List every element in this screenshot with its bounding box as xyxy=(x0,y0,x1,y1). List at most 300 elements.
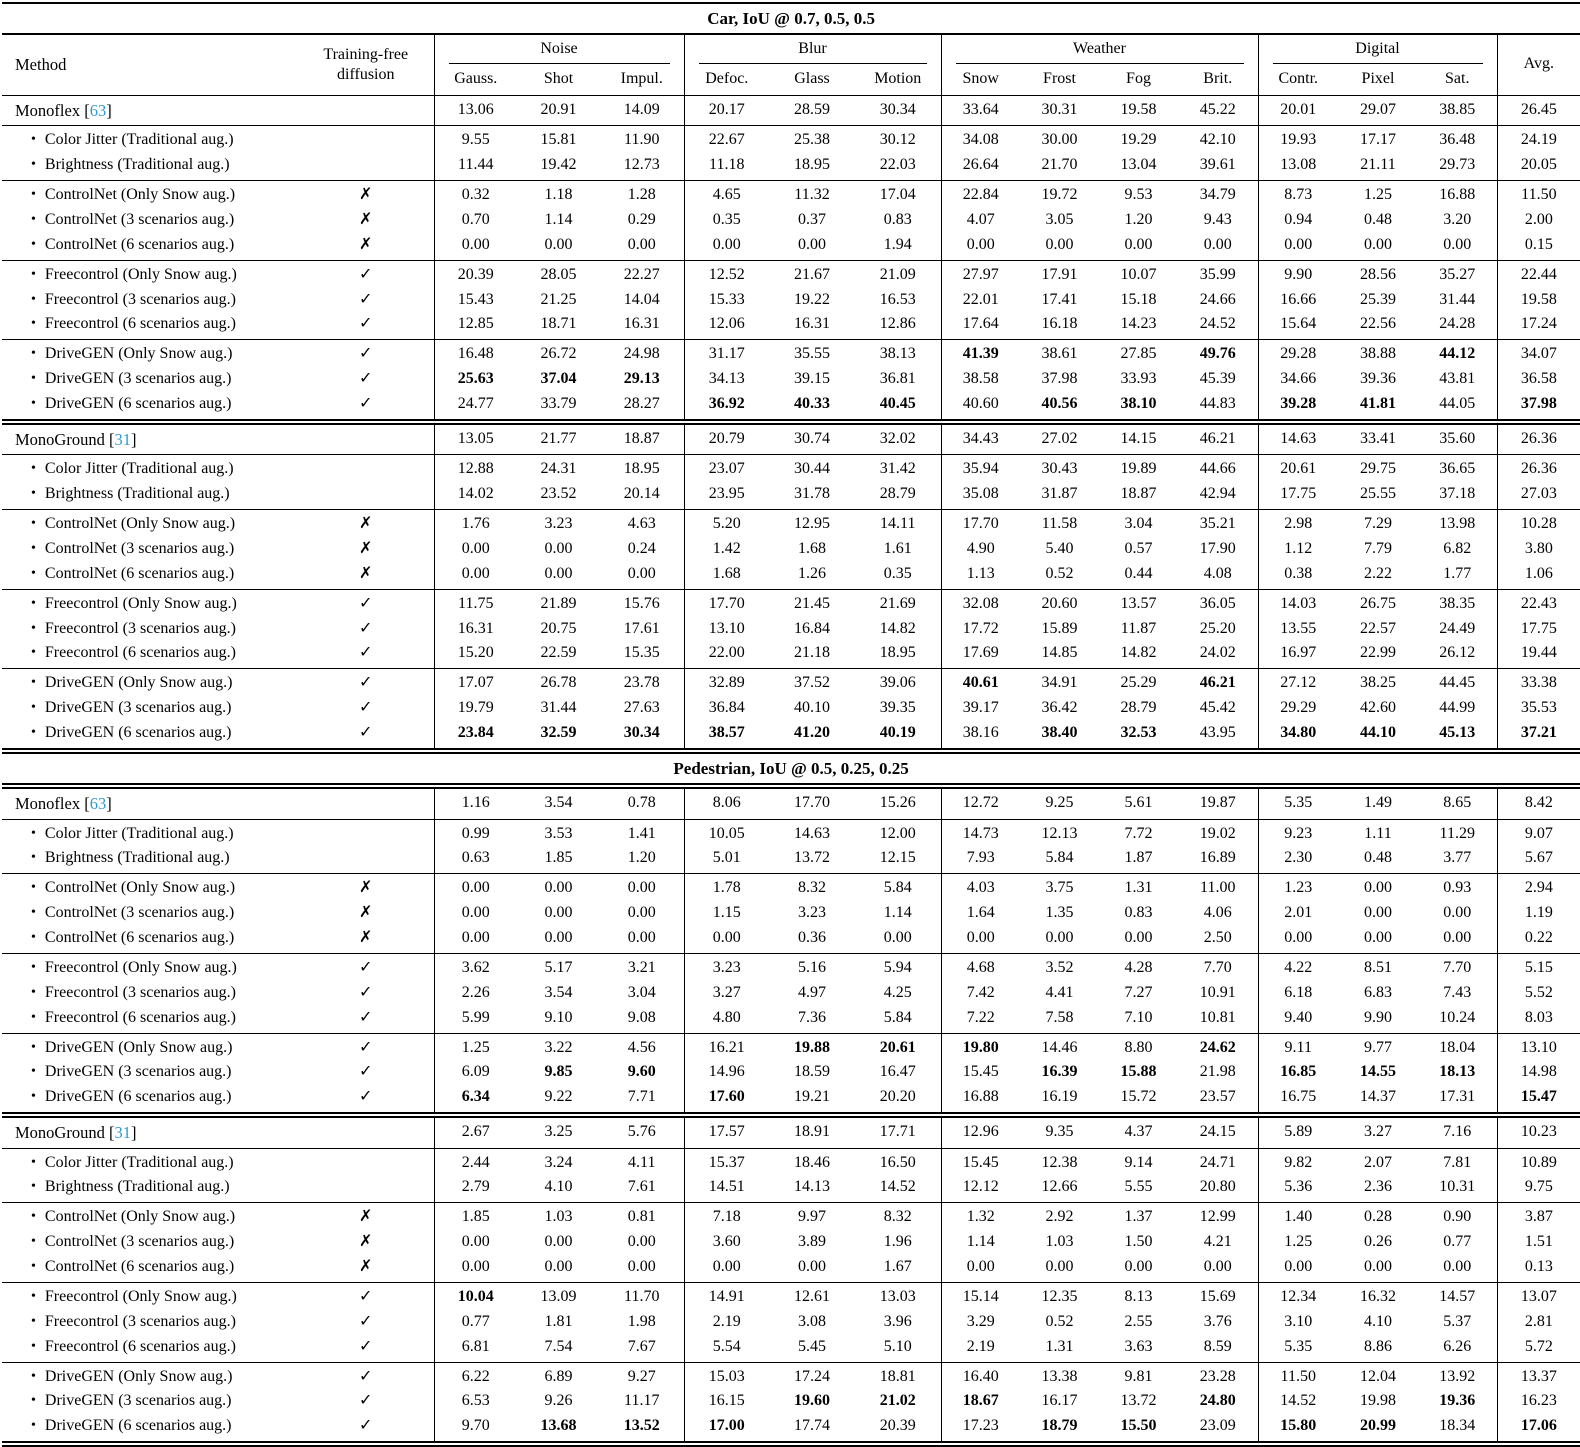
value-cell: 0.90 xyxy=(1443,1208,1472,1226)
table-row xyxy=(2,562,1580,589)
value-cell: 14.82 xyxy=(879,619,916,637)
section-title: Pedestrian, IoU @ 0.5, 0.25, 0.25 xyxy=(673,758,909,778)
value-cell: 1.19 xyxy=(1497,901,1580,926)
value-cell: 1.77 xyxy=(1443,564,1472,582)
value-cell: 1.67 xyxy=(883,1258,912,1276)
value-cell: 28.59 xyxy=(794,101,830,119)
value-cell: 17.70 xyxy=(794,794,830,812)
value-cell: 15.88 xyxy=(1120,1063,1157,1081)
bullet-icon: • xyxy=(31,371,36,387)
value-cell: 17.72 xyxy=(941,617,1020,642)
value-cell: 21.69 xyxy=(879,594,916,612)
method-text: MonoGround xyxy=(15,1123,105,1143)
value-cell: 15.80 xyxy=(1258,1414,1338,1444)
value-cell: 1.23 xyxy=(1258,874,1338,901)
value-cell: 37.98 xyxy=(1497,392,1580,422)
value-cell: 38.13 xyxy=(879,345,916,363)
bullet-icon: • xyxy=(31,880,36,896)
cross-icon: ✗ xyxy=(359,904,373,922)
value-cell: 17.07 xyxy=(434,669,517,696)
value-cell: 1.51 xyxy=(1497,1230,1580,1255)
value-cell: 11.58 xyxy=(1041,515,1078,533)
citation-ref[interactable]: 31 xyxy=(114,1123,131,1143)
value-cell: 32.53 xyxy=(1120,724,1157,742)
value-cell: 12.00 xyxy=(879,824,916,842)
bullet-icon: • xyxy=(31,595,36,611)
value-cell: 16.75 xyxy=(1258,1085,1338,1115)
value-cell: 1.25 xyxy=(1258,1230,1338,1255)
value-cell: 10.24 xyxy=(1439,1008,1476,1026)
table-row xyxy=(2,1389,1580,1414)
value-cell: 12.95 xyxy=(794,515,830,533)
bullet-icon: • xyxy=(31,291,36,307)
value-cell: 12.12 xyxy=(941,1175,1020,1202)
method-text: Brightness (Traditional aug.) xyxy=(44,849,230,867)
value-cell: 5.45 xyxy=(798,1337,826,1355)
method-text: DriveGEN (6 scenarios aug.) xyxy=(44,1088,232,1106)
column-header-pixel: Pixel xyxy=(1361,69,1395,87)
value-cell: 0.00 xyxy=(1045,929,1074,946)
value-cell: 26.64 xyxy=(941,153,1020,180)
value-cell: 25.20 xyxy=(1199,619,1236,637)
method-label xyxy=(2,926,298,953)
column-header-contr: Contr. xyxy=(1258,66,1338,95)
value-cell: 18.87 xyxy=(623,430,660,448)
table-row xyxy=(2,926,1580,953)
method-group-block xyxy=(2,340,1580,422)
citation-ref[interactable]: 31 xyxy=(114,429,131,449)
value-cell: 21.02 xyxy=(879,1392,916,1410)
value-cell: 1.96 xyxy=(883,1233,912,1251)
value-cell: 1.14 xyxy=(883,904,912,922)
value-cell: 38.10 xyxy=(1120,395,1157,413)
value-cell: 1.68 xyxy=(684,562,769,589)
method-text: ControlNet (6 scenarios aug.) xyxy=(44,235,235,253)
value-cell: 36.92 xyxy=(684,392,769,422)
value-cell: 31.87 xyxy=(1041,485,1078,503)
value-cell: 17.75 xyxy=(1258,482,1338,509)
method-label xyxy=(2,1310,298,1335)
value-cell: 9.10 xyxy=(544,1008,573,1026)
table-row xyxy=(2,422,1580,455)
value-cell: 8.32 xyxy=(798,879,826,897)
value-cell: 0.00 xyxy=(1364,235,1392,253)
value-cell: 1.16 xyxy=(434,786,517,819)
value-cell: 1.18 xyxy=(544,186,573,204)
value-cell: 16.84 xyxy=(794,619,830,637)
value-cell: 26.12 xyxy=(1439,644,1476,662)
value-cell: 4.06 xyxy=(1203,904,1232,922)
value-cell: 5.72 xyxy=(1497,1335,1580,1362)
value-cell: 1.40 xyxy=(1258,1203,1338,1230)
cross-icon: ✗ xyxy=(359,539,373,557)
value-cell: 30.43 xyxy=(1041,460,1078,478)
value-cell: 18.59 xyxy=(794,1063,830,1081)
value-cell: 3.53 xyxy=(544,824,573,842)
value-cell: 8.06 xyxy=(684,786,769,819)
value-cell: 3.23 xyxy=(684,953,769,980)
value-cell: 38.40 xyxy=(1041,724,1078,742)
value-cell: 1.37 xyxy=(1124,1208,1153,1226)
value-cell: 4.22 xyxy=(1258,953,1338,980)
value-cell: 16.31 xyxy=(623,315,660,333)
table-row xyxy=(2,1033,1580,1060)
value-cell: 39.28 xyxy=(1258,392,1338,422)
citation-ref[interactable]: 63 xyxy=(89,794,107,814)
bullet-icon: • xyxy=(31,620,36,636)
bullet-icon: • xyxy=(31,1209,36,1225)
value-cell: 9.97 xyxy=(798,1208,826,1226)
bullet-icon: • xyxy=(31,316,36,332)
value-cell: 17.74 xyxy=(794,1417,830,1435)
table-row xyxy=(2,1362,1580,1389)
method-text: MonoGround xyxy=(15,429,105,449)
table-row xyxy=(2,1060,1580,1085)
method-text: Freecontrol (6 scenarios aug.) xyxy=(44,315,236,333)
value-cell: 33.79 xyxy=(540,395,577,413)
section-title-row xyxy=(2,3,1580,34)
value-cell: 12.88 xyxy=(434,455,517,482)
value-cell: 3.10 xyxy=(1258,1310,1338,1335)
value-cell: 0.00 xyxy=(1443,929,1472,946)
value-cell: 7.18 xyxy=(684,1203,769,1230)
value-cell: 7.58 xyxy=(1045,1008,1074,1026)
method-group-block xyxy=(2,1362,1580,1444)
value-cell: 11.00 xyxy=(1200,879,1236,897)
value-cell: 1.76 xyxy=(434,510,517,537)
value-cell: 42.60 xyxy=(1360,699,1396,717)
training-free-cell xyxy=(298,95,434,125)
bullet-icon: • xyxy=(31,1234,36,1250)
value-cell: 20.61 xyxy=(879,1038,916,1056)
bullet-icon: • xyxy=(31,984,36,1000)
value-cell: 5.35 xyxy=(1258,1335,1338,1362)
value-cell: 15.76 xyxy=(623,594,660,612)
value-cell: 9.25 xyxy=(1045,794,1074,812)
training-free-cell xyxy=(298,482,434,509)
value-cell: 3.21 xyxy=(627,958,656,976)
value-cell: 1.31 xyxy=(1045,1337,1074,1355)
value-cell: 1.03 xyxy=(544,1208,573,1226)
value-cell: 0.00 xyxy=(434,874,517,901)
value-cell: 2.79 xyxy=(434,1175,517,1202)
value-cell: 16.66 xyxy=(1258,288,1338,313)
value-cell: 0.00 xyxy=(1443,1258,1472,1276)
value-cell: 4.97 xyxy=(798,983,826,1001)
value-cell: 0.00 xyxy=(627,564,656,582)
value-cell: 29.75 xyxy=(1360,460,1396,478)
value-cell: 35.21 xyxy=(1199,515,1236,533)
cross-icon: ✗ xyxy=(359,186,373,204)
value-cell: 0.00 xyxy=(434,233,517,260)
value-cell: 16.50 xyxy=(879,1153,916,1171)
value-cell: 37.21 xyxy=(1497,721,1580,751)
value-cell: 24.49 xyxy=(1439,619,1476,637)
value-cell: 4.28 xyxy=(1124,958,1153,976)
method-text: Freecontrol (3 scenarios aug.) xyxy=(44,1312,236,1330)
value-cell: 4.63 xyxy=(627,515,656,533)
value-cell: 14.51 xyxy=(684,1175,769,1202)
method-label xyxy=(2,562,298,589)
method-label xyxy=(2,288,298,313)
value-cell: 24.02 xyxy=(1199,644,1236,662)
value-cell: 2.19 xyxy=(941,1335,1020,1362)
value-cell: 9.53 xyxy=(1124,186,1153,204)
value-cell: 3.77 xyxy=(1443,849,1472,867)
value-cell: 37.18 xyxy=(1439,485,1476,503)
value-cell: 5.37 xyxy=(1443,1312,1472,1330)
value-cell: 14.98 xyxy=(1497,1060,1580,1085)
value-cell: 27.63 xyxy=(623,699,660,717)
check-icon: ✓ xyxy=(359,370,373,388)
value-cell: 0.28 xyxy=(1364,1208,1392,1226)
value-cell: 29.73 xyxy=(1439,156,1476,174)
value-cell: 12.73 xyxy=(623,156,660,174)
value-cell: 3.22 xyxy=(544,1038,573,1056)
bullet-icon: • xyxy=(31,157,36,173)
bullet-icon: • xyxy=(31,930,36,945)
value-cell: 23.28 xyxy=(1199,1367,1236,1385)
value-cell: 10.07 xyxy=(1120,265,1157,283)
value-cell: 1.81 xyxy=(544,1312,573,1330)
value-cell: 30.44 xyxy=(794,460,830,478)
table-row xyxy=(2,1255,1580,1282)
value-cell: 25.63 xyxy=(434,367,517,392)
value-cell: 16.85 xyxy=(1258,1060,1338,1085)
value-cell: 1.32 xyxy=(941,1203,1020,1230)
value-cell: 19.89 xyxy=(1120,460,1157,478)
table-row xyxy=(2,208,1580,233)
value-cell: 1.20 xyxy=(1124,210,1153,228)
method-text: Brightness (Traditional aug.) xyxy=(44,1178,230,1196)
table-row xyxy=(2,260,1580,287)
value-cell: 20.91 xyxy=(540,101,577,119)
value-cell: 1.78 xyxy=(684,874,769,901)
value-cell: 19.58 xyxy=(1120,101,1157,119)
method-label xyxy=(2,367,298,392)
value-cell: 21.18 xyxy=(794,644,830,662)
bullet-icon: • xyxy=(31,211,36,227)
value-cell: 20.99 xyxy=(1360,1417,1396,1435)
value-cell: 29.13 xyxy=(623,370,660,388)
method-label xyxy=(2,181,298,208)
value-cell: 0.70 xyxy=(434,208,517,233)
value-cell: 7.42 xyxy=(941,981,1020,1006)
table-row xyxy=(2,510,1580,537)
check-icon: ✓ xyxy=(359,1088,373,1106)
check-icon: ✓ xyxy=(359,395,373,413)
table-row xyxy=(2,953,1580,980)
value-cell: 1.35 xyxy=(1045,904,1074,922)
table-row xyxy=(2,786,1580,819)
cross-icon: ✗ xyxy=(359,564,373,582)
value-cell: 5.89 xyxy=(1258,1115,1338,1148)
table-row xyxy=(2,1310,1580,1335)
value-cell: 26.75 xyxy=(1360,594,1396,612)
bullet-icon: • xyxy=(31,1064,36,1080)
value-cell: 28.56 xyxy=(1360,265,1396,283)
value-cell: 5.99 xyxy=(434,1006,517,1033)
value-cell: 14.23 xyxy=(1120,315,1157,333)
column-group-weather: Weather xyxy=(941,34,1258,66)
value-cell: 31.17 xyxy=(684,340,769,367)
value-cell: 40.45 xyxy=(879,395,916,413)
table-row xyxy=(2,617,1580,642)
value-cell: 35.94 xyxy=(941,455,1020,482)
method-label xyxy=(2,1175,298,1202)
value-cell: 37.98 xyxy=(1041,370,1078,388)
value-cell: 17.75 xyxy=(1497,617,1580,642)
method-group-block xyxy=(2,1033,1580,1115)
value-cell: 7.22 xyxy=(941,1006,1020,1033)
value-cell: 9.90 xyxy=(1364,1008,1392,1026)
value-cell: 13.37 xyxy=(1497,1362,1580,1389)
method-text: ControlNet (Only Snow aug.) xyxy=(44,515,236,533)
value-cell: 0.00 xyxy=(1258,233,1338,260)
value-cell: 24.28 xyxy=(1439,315,1476,333)
table-row xyxy=(2,1282,1580,1309)
value-cell: 15.50 xyxy=(1120,1417,1157,1435)
value-cell: 4.11 xyxy=(628,1153,656,1171)
value-cell: 41.81 xyxy=(1360,395,1396,413)
bullet-icon: • xyxy=(31,959,36,975)
value-cell: 18.95 xyxy=(623,460,660,478)
value-cell: 2.26 xyxy=(434,981,517,1006)
value-cell: 11.17 xyxy=(624,1392,660,1410)
value-cell: 18.13 xyxy=(1439,1063,1476,1081)
table-row xyxy=(2,1414,1580,1444)
method-label xyxy=(2,340,298,367)
value-cell: 1.41 xyxy=(627,824,656,842)
value-cell: 30.34 xyxy=(879,101,916,119)
value-cell: 11.50 xyxy=(1258,1362,1338,1389)
bullet-icon: • xyxy=(31,132,36,148)
value-cell: 21.45 xyxy=(794,594,830,612)
value-cell: 1.68 xyxy=(798,539,826,557)
value-cell: 22.59 xyxy=(540,644,577,662)
value-cell: 26.72 xyxy=(540,345,577,363)
table-header xyxy=(2,34,1580,95)
value-cell: 19.87 xyxy=(1199,794,1236,812)
check-icon: ✓ xyxy=(359,1312,373,1330)
value-cell: 13.38 xyxy=(1041,1367,1078,1385)
value-cell: 27.02 xyxy=(1041,430,1078,448)
method-label xyxy=(2,233,298,260)
value-cell: 7.29 xyxy=(1364,515,1392,533)
table-row xyxy=(2,126,1580,153)
value-cell: 40.19 xyxy=(879,724,916,742)
value-cell: 4.07 xyxy=(941,208,1020,233)
value-cell: 45.42 xyxy=(1199,699,1236,717)
value-cell: 0.15 xyxy=(1497,233,1580,260)
value-cell: 2.00 xyxy=(1497,208,1580,233)
value-cell: 19.36 xyxy=(1439,1392,1476,1410)
method-text: DriveGEN (Only Snow aug.) xyxy=(44,345,233,363)
value-cell: 14.55 xyxy=(1360,1063,1396,1081)
value-cell: 42.94 xyxy=(1199,485,1236,503)
value-cell: 0.00 xyxy=(544,929,573,946)
value-cell: 12.34 xyxy=(1258,1282,1338,1309)
value-cell: 4.65 xyxy=(684,181,769,208)
value-cell: 16.53 xyxy=(879,290,916,308)
citation-ref[interactable]: 63 xyxy=(89,100,107,120)
method-text: DriveGEN (6 scenarios aug.) xyxy=(44,395,232,413)
value-cell: 7.93 xyxy=(941,846,1020,873)
value-cell: 1.50 xyxy=(1124,1233,1153,1251)
column-header-impul: Impul. xyxy=(620,69,663,87)
value-cell: 24.80 xyxy=(1199,1392,1236,1410)
value-cell: 36.81 xyxy=(879,370,916,388)
value-cell: 15.45 xyxy=(941,1148,1020,1175)
value-cell: 4.41 xyxy=(1045,983,1074,1001)
table-row xyxy=(2,288,1580,313)
value-cell: 2.98 xyxy=(1258,510,1338,537)
value-cell: 26.36 xyxy=(1497,422,1580,455)
value-cell: 16.39 xyxy=(1041,1063,1078,1081)
value-cell: 14.57 xyxy=(1439,1287,1476,1305)
bullet-icon: • xyxy=(31,725,36,741)
value-cell: 17.90 xyxy=(1199,539,1236,557)
method-label: Monoflex [63] xyxy=(15,794,112,814)
value-cell: 20.60 xyxy=(1041,594,1078,612)
value-cell: 14.52 xyxy=(879,1178,916,1196)
value-cell: 0.35 xyxy=(883,564,912,582)
value-cell: 17.61 xyxy=(623,619,660,637)
value-cell: 5.61 xyxy=(1124,794,1153,812)
value-cell: 42.10 xyxy=(1199,131,1236,149)
value-cell: 44.05 xyxy=(1439,395,1476,413)
value-cell: 0.00 xyxy=(1258,926,1338,953)
value-cell: 2.30 xyxy=(1258,846,1338,873)
value-cell: 44.10 xyxy=(1360,724,1396,742)
value-cell: 34.66 xyxy=(1258,367,1338,392)
value-cell: 9.77 xyxy=(1364,1038,1392,1056)
value-cell: 35.55 xyxy=(794,345,830,363)
value-cell: 13.68 xyxy=(540,1417,577,1435)
value-cell: 0.57 xyxy=(1124,539,1153,557)
value-cell: 3.04 xyxy=(627,983,656,1001)
method-label: MonoGround [31] xyxy=(15,1123,137,1143)
cross-icon: ✗ xyxy=(359,210,373,228)
method-text: Freecontrol (6 scenarios aug.) xyxy=(44,1008,236,1026)
value-cell: 1.94 xyxy=(883,235,912,253)
value-cell: 14.63 xyxy=(794,824,830,842)
value-cell: 7.71 xyxy=(627,1088,656,1106)
value-cell: 14.37 xyxy=(1360,1088,1396,1106)
value-cell: 5.84 xyxy=(1045,849,1074,867)
method-label: MonoGround [31] xyxy=(15,429,137,449)
value-cell: 0.32 xyxy=(434,181,517,208)
value-cell: 0.44 xyxy=(1124,564,1153,582)
value-cell: 19.72 xyxy=(1041,186,1078,204)
model-baseline-block xyxy=(2,1115,1580,1148)
value-cell: 1.12 xyxy=(1258,537,1338,562)
bullet-icon: • xyxy=(31,1009,36,1025)
value-cell: 5.55 xyxy=(1124,1178,1153,1196)
training-free-cell xyxy=(298,126,434,153)
value-cell: 38.61 xyxy=(1041,345,1078,363)
column-header-glass: Glass xyxy=(794,69,830,87)
bullet-icon: • xyxy=(31,461,36,477)
method-text: Freecontrol (3 scenarios aug.) xyxy=(44,619,236,637)
value-cell: 26.45 xyxy=(1497,95,1580,125)
value-cell: 1.26 xyxy=(798,564,826,582)
value-cell: 31.44 xyxy=(540,699,577,717)
value-cell: 38.57 xyxy=(684,721,769,751)
value-cell: 21.77 xyxy=(540,430,577,448)
method-text: Freecontrol (Only Snow aug.) xyxy=(44,958,237,976)
value-cell: 7.43 xyxy=(1443,983,1472,1001)
